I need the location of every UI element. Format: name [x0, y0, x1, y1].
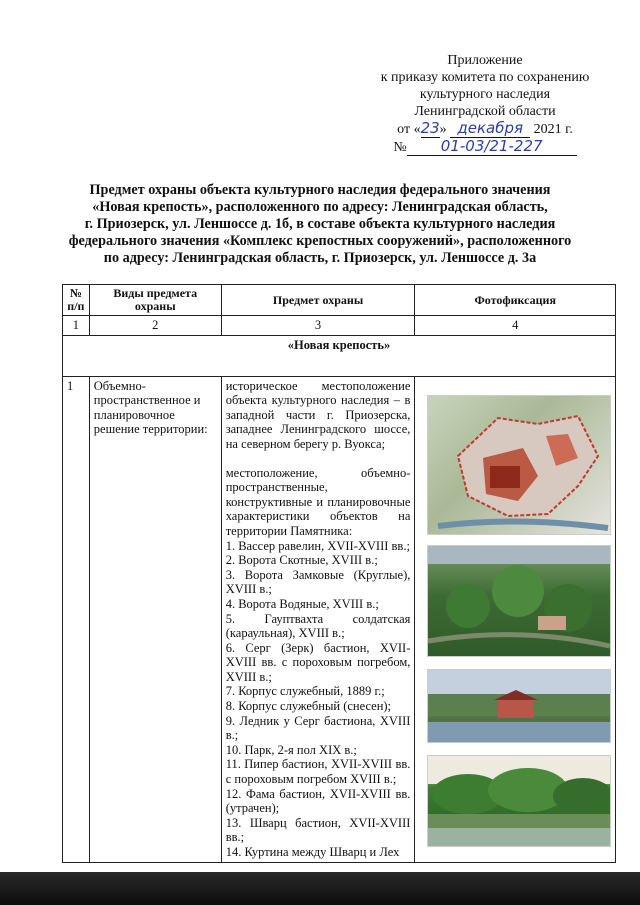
list-item: 13. Шварц бастион, XVII-XVIII вв.; [225, 815, 411, 845]
list-item: 4. Ворота Водяные, XVIII в.; [225, 596, 379, 611]
list-item: 14. Куртина между Шварц и Лех [225, 845, 400, 859]
row-photos [415, 376, 616, 862]
list-item: 3. Ворота Замковые (Круглые), XVIII в.; [225, 567, 411, 597]
appendix-line: культурного наследия [419, 87, 551, 102]
table-header-row [63, 285, 616, 316]
river-trees-photo [427, 755, 611, 847]
photo-column [419, 379, 611, 849]
header-type: Виды предмета охраны [89, 285, 221, 316]
list-item: 10. Парк, 2-я пол XIX в.; [225, 742, 357, 757]
list-item: 1. Вассер равелин, XVII-XVIII вв.; [225, 538, 410, 553]
fortress-plan-image [427, 395, 611, 535]
aerial-park-photo [427, 545, 611, 657]
protection-table [62, 284, 616, 863]
header-number: № п/п [63, 285, 90, 316]
table-row [63, 376, 616, 862]
document-title: Предмет охраны объекта культурного наследия федерального значения «Новая крепость», расположенного по адресу: Ленинградская область, г. Приозерск, ул. Леншоссе д. 1б, в составе объекта культурного наследия федерального значения «Комплекс крепостных сооружений», расположенного по адресу: Ленинградская область, г. Приозерск, ул. Леншоссе д. 3а [68, 182, 572, 266]
list-item: 11. Пипер бастион, XVII-XVIII вв. с пороховым погребом XVIII в.; [225, 757, 411, 787]
scan-bottom-edge [0, 872, 640, 905]
subject-paragraph: местоположение, объемно-пространственные, конструктивные и планировочные характеристики объектов на территории Памятника: [225, 465, 411, 538]
header-subject: Предмет охраны [221, 285, 415, 316]
order-date: от «23» декабря 2021 г. [397, 119, 573, 137]
list-item: 8. Корпус служебный (снесен); [225, 699, 392, 714]
list-item: 2. Ворота Скотные, XVIII в.; [225, 553, 378, 568]
appendix-block [360, 52, 610, 156]
section-title: «Новая крепость» [63, 335, 616, 376]
handwritten-number: 01-03/21-227 [407, 138, 577, 156]
appendix-line: к приказу комитета по сохранению [380, 70, 590, 85]
section-row [63, 335, 616, 376]
order-number: № 01-03/21-227 [360, 138, 610, 156]
row-subject [221, 376, 415, 862]
column-number-row: 1 2 3 4 [63, 316, 616, 336]
row-type: Объемно-пространственное и планировочное решение территории: [89, 376, 221, 862]
list-item: 7. Корпус служебный, 1889 г.; [225, 684, 385, 699]
appendix-line: Ленинградской области [414, 104, 556, 119]
handwritten-month: декабря [450, 120, 530, 138]
handwritten-day: 23 [420, 119, 440, 137]
fortress-buildings-photo [427, 669, 611, 743]
list-item: 5. Гауптвахта солдатская (караульная), XVIII в.; [225, 611, 411, 641]
header-photo: Фотофиксация [415, 285, 616, 316]
list-item: 12. Фама бастион, XVII-XVIII вв. (утрачен); [225, 786, 411, 816]
list-item: 6. Серг (Зерк) бастион, XVII-XVIII вв. с пороховым погребом, XVIII в.; [225, 640, 411, 684]
row-number: 1 [63, 376, 90, 862]
appendix-line: Приложение [447, 53, 523, 68]
subject-paragraph: историческое местоположение объекта культурного наследия – в западной части г. Приозерска, западнее Ленинградского шоссе, на северном берегу р. Вуокса; [225, 378, 411, 451]
list-item: 9. Ледник у Серг бастиона, XVIII в.; [225, 713, 411, 743]
